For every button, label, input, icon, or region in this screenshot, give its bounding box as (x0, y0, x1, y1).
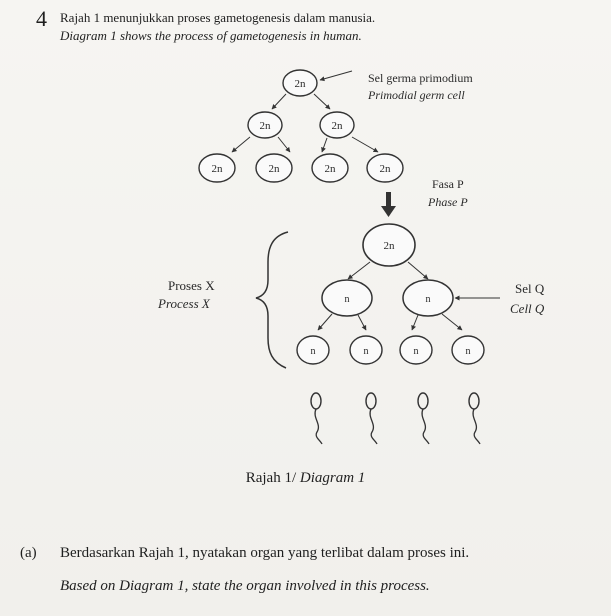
cell-meiosis1-right (403, 280, 453, 316)
cell-meiosis2-4 (452, 336, 484, 364)
sperm-cell-3 (418, 393, 429, 444)
svg-text:n: n (465, 346, 471, 357)
sperm-cell-1 (311, 393, 322, 444)
sperm-cell-4 (469, 393, 480, 444)
phase-arrow (381, 192, 396, 217)
intro-text-english: Diagram 1 shows the process of gametogenesis in human. (60, 28, 362, 43)
svg-text:2n: 2n (383, 240, 395, 252)
arrow-l1l-l2a (232, 137, 250, 152)
cell-grown (363, 224, 415, 266)
label-primordial-english: Primodial germ cell (368, 88, 465, 102)
arrow-m1l-a (318, 314, 332, 330)
svg-text:2n: 2n (259, 120, 271, 132)
cell-meiosis2-3 (400, 336, 432, 364)
cell-level2-1 (199, 154, 235, 182)
cell-level1-right (320, 112, 354, 138)
label-cell-malay: Sel Q (515, 281, 545, 296)
part-a-question-malay: Berdasarkan Rajah 1, nyatakan organ yang terlibat dalam proses ini. (60, 545, 470, 561)
caption-malay: Rajah 1/ (245, 470, 300, 486)
label-phase-english: Phase P (428, 195, 468, 209)
svg-text:2n: 2n (268, 163, 280, 175)
svg-text:n: n (344, 294, 350, 305)
svg-text:2n: 2n (331, 120, 343, 132)
svg-text:n: n (413, 346, 419, 357)
part-a-label: (a) (20, 545, 37, 561)
cell-meiosis2-1 (297, 336, 329, 364)
svg-text:n: n (425, 294, 431, 305)
svg-text:n: n (310, 346, 316, 357)
cell-meiosis1-left (322, 280, 372, 316)
arrow-m1r-a (412, 315, 418, 330)
sperm-cell-2 (366, 393, 377, 444)
arrow-l1r-l2d (352, 137, 378, 152)
part-a-question-english: Based on Diagram 1, state the organ involved in this process. (60, 578, 430, 594)
svg-text:2n: 2n (324, 163, 336, 175)
cell-level1-left (248, 112, 282, 138)
label-primordial-malay: Sel germa primodium (368, 71, 473, 85)
arrow-m1l-b (358, 315, 366, 330)
label-cell-english: Cell Q (510, 301, 545, 316)
arrow-m1r-b (442, 314, 462, 330)
label-process-english: Process X (158, 296, 210, 311)
cell-level2-3 (312, 154, 348, 182)
arrow-grown-right (408, 262, 428, 279)
arrow-to-root (320, 71, 352, 80)
process-brace (256, 232, 288, 368)
svg-text:2n: 2n (211, 163, 223, 175)
diagram-caption (0, 470, 611, 487)
cell-level2-4 (367, 154, 403, 182)
cell-meiosis2-2 (350, 336, 382, 364)
svg-text:2n: 2n (379, 163, 391, 175)
arrow-root-left (272, 94, 286, 109)
arrow-l1l-l2b (278, 137, 290, 152)
cell-root (283, 70, 317, 96)
svg-text:n: n (363, 346, 369, 357)
question-number: 4 (36, 6, 47, 31)
label-process-malay: Proses X (168, 278, 215, 293)
svg-text:2n: 2n (294, 78, 306, 90)
arrow-root-right (314, 94, 330, 109)
intro-text-malay: Rajah 1 menunjukkan proses gametogenesis dalam manusia. (60, 10, 376, 25)
label-phase-malay: Fasa P (432, 177, 464, 191)
arrow-l1r-l2c (322, 138, 327, 152)
caption-english: Diagram 1 (299, 470, 366, 486)
cell-level2-2 (256, 154, 292, 182)
arrow-grown-left (348, 262, 370, 279)
